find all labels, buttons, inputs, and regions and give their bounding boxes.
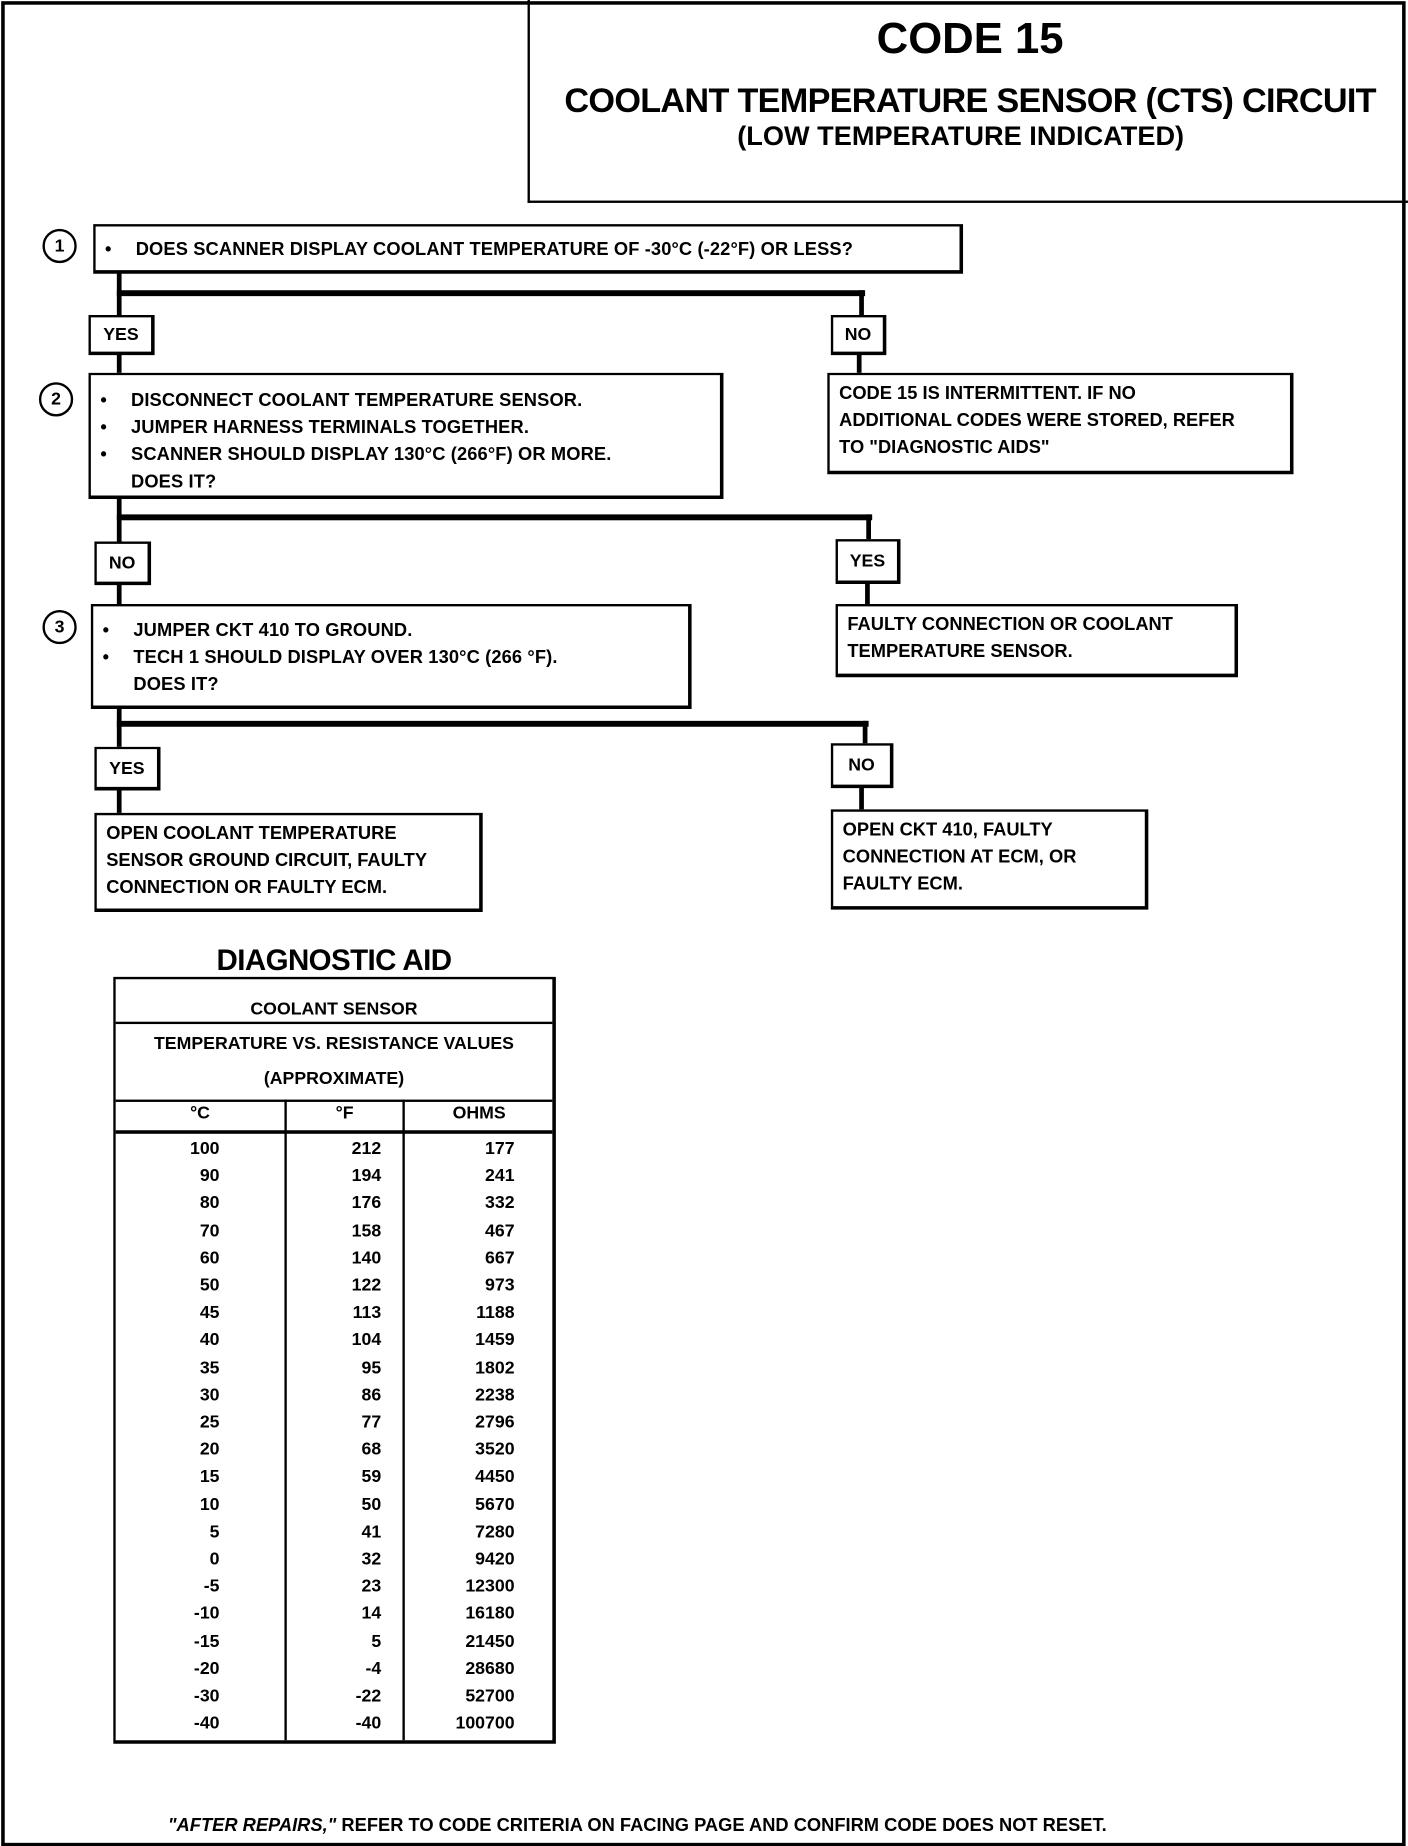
celsius-cell: -15 bbox=[193, 1631, 220, 1652]
fahrenheit-cell: 122 bbox=[351, 1275, 382, 1296]
connector bbox=[117, 514, 872, 520]
celsius-cell: 15 bbox=[199, 1466, 220, 1488]
fahrenheit-cell: 194 bbox=[351, 1165, 382, 1186]
coolant-sensor-table bbox=[113, 977, 556, 1744]
celsius-cell: 80 bbox=[199, 1193, 220, 1214]
bullet-icon: • bbox=[102, 647, 110, 668]
fahrenheit-cell: 68 bbox=[361, 1439, 382, 1460]
ohms-cell: 241 bbox=[485, 1165, 515, 1186]
result-line: CONNECTION OR FAULTY ECM. bbox=[106, 877, 388, 898]
table-row bbox=[116, 1217, 553, 1244]
ohms-cell: 2238 bbox=[475, 1384, 515, 1405]
step-3-no-label: NO bbox=[831, 743, 894, 788]
table-row bbox=[116, 1327, 553, 1354]
result-line: ADDITIONAL CODES WERE STORED, REFER bbox=[839, 410, 1235, 431]
celsius-cell: 40 bbox=[199, 1330, 220, 1351]
celsius-cell: 60 bbox=[199, 1247, 220, 1269]
connector bbox=[117, 721, 869, 727]
table-row bbox=[116, 1272, 553, 1299]
step-2-line: SCANNER SHOULD DISPLAY 130°C (266°F) OR MORE. bbox=[131, 444, 612, 465]
celsius-cell: -5 bbox=[203, 1576, 220, 1597]
result-line: TEMPERATURE SENSOR. bbox=[847, 641, 1073, 662]
bullet-icon: • bbox=[105, 239, 112, 260]
step-3-question: DOES IT? bbox=[133, 674, 219, 695]
celsius-cell: 30 bbox=[199, 1384, 220, 1405]
celsius-cell: 25 bbox=[199, 1412, 220, 1433]
table-row bbox=[116, 1381, 553, 1408]
result-line: TO "DIAGNOSTIC AIDS" bbox=[839, 437, 1050, 458]
ohms-cell: 1802 bbox=[475, 1357, 515, 1378]
step-1-no-result bbox=[827, 373, 1293, 474]
table-row bbox=[116, 1518, 553, 1545]
celsius-cell: 50 bbox=[199, 1275, 220, 1296]
column-header-fahrenheit: °F bbox=[335, 1103, 354, 1124]
celsius-cell: 35 bbox=[199, 1357, 220, 1378]
celsius-cell: 5 bbox=[209, 1521, 220, 1542]
step-2-question: DOES IT? bbox=[131, 471, 217, 492]
fahrenheit-cell: 113 bbox=[352, 1302, 382, 1323]
fahrenheit-cell: 5 bbox=[371, 1631, 382, 1652]
table-row bbox=[116, 1135, 553, 1162]
connector bbox=[117, 498, 122, 544]
ohms-cell: 1459 bbox=[475, 1330, 515, 1351]
table-row bbox=[116, 1463, 553, 1490]
fahrenheit-cell: 50 bbox=[361, 1494, 382, 1515]
footer-text: REFER TO CODE CRITERIA ON FACING PAGE AND CONFIRM CODE DOES NOT RESET. bbox=[336, 1815, 1107, 1836]
step-3-yes-result bbox=[94, 813, 482, 912]
table-row bbox=[116, 1682, 553, 1709]
ohms-cell: 177 bbox=[485, 1138, 515, 1159]
code-title: CODE 15 bbox=[876, 14, 1064, 63]
result-line: OPEN CKT 410, FAULTY bbox=[842, 819, 1053, 841]
connector bbox=[857, 354, 862, 374]
celsius-cell: 90 bbox=[199, 1165, 220, 1186]
fahrenheit-cell: 212 bbox=[351, 1138, 382, 1159]
connector bbox=[863, 721, 868, 745]
table-row bbox=[116, 1190, 553, 1217]
header-rule bbox=[116, 1100, 553, 1102]
result-line: OPEN COOLANT TEMPERATURE bbox=[106, 823, 397, 844]
diagnostic-aid-title: DIAGNOSTIC AID bbox=[216, 943, 452, 977]
fahrenheit-cell: 104 bbox=[351, 1330, 382, 1351]
step-number-1: 1 bbox=[42, 229, 76, 263]
ohms-cell: 4450 bbox=[475, 1466, 515, 1488]
table-subtitle-approx: (APPROXIMATE) bbox=[263, 1068, 405, 1089]
bullet-icon: • bbox=[100, 390, 107, 411]
table-row bbox=[116, 1628, 553, 1655]
celsius-cell: 20 bbox=[199, 1439, 220, 1460]
celsius-cell: -20 bbox=[193, 1658, 220, 1679]
connector bbox=[117, 789, 122, 814]
connector bbox=[865, 583, 870, 605]
connector bbox=[859, 787, 864, 811]
fahrenheit-cell: 23 bbox=[361, 1576, 382, 1597]
page-subtitle: (LOW TEMPERATURE INDICATED) bbox=[737, 120, 1185, 152]
ohms-cell: 28680 bbox=[465, 1658, 515, 1679]
step-2-yes-result bbox=[836, 604, 1238, 677]
column-header-ohms: OHMS bbox=[452, 1103, 506, 1124]
step-1-question: DOES SCANNER DISPLAY COOLANT TEMPERATURE OF -30°C (-22°F) OR LESS? bbox=[135, 239, 854, 260]
step-2-no-label: NO bbox=[94, 542, 151, 586]
step-3-no-result bbox=[831, 809, 1148, 909]
step-number-2: 2 bbox=[39, 382, 73, 416]
step-3-box bbox=[91, 604, 692, 709]
table-row bbox=[116, 1354, 553, 1381]
ohms-cell: 1188 bbox=[476, 1302, 515, 1323]
fahrenheit-cell: 86 bbox=[361, 1384, 382, 1405]
step-number-3: 3 bbox=[42, 610, 76, 644]
result-line: FAULTY CONNECTION OR COOLANT bbox=[847, 614, 1173, 635]
step-3-line: TECH 1 SHOULD DISPLAY OVER 130°C (266 °F). bbox=[133, 647, 558, 668]
table-row bbox=[116, 1655, 553, 1682]
fahrenheit-cell: 140 bbox=[351, 1247, 382, 1269]
celsius-cell: 45 bbox=[199, 1302, 220, 1323]
connector bbox=[117, 290, 865, 296]
step-1-no-label: NO bbox=[831, 315, 886, 355]
ohms-cell: 100700 bbox=[455, 1713, 515, 1734]
ohms-cell: 52700 bbox=[465, 1685, 515, 1706]
result-line: FAULTY ECM. bbox=[842, 874, 963, 895]
table-row bbox=[116, 1162, 553, 1189]
step-2-yes-label: YES bbox=[836, 539, 901, 584]
celsius-cell: 10 bbox=[199, 1494, 220, 1515]
fahrenheit-cell: 95 bbox=[361, 1357, 382, 1378]
fahrenheit-cell: -40 bbox=[355, 1713, 382, 1734]
ohms-cell: 9420 bbox=[475, 1549, 515, 1570]
celsius-cell: 100 bbox=[189, 1138, 220, 1159]
ohms-cell: 21450 bbox=[465, 1631, 515, 1652]
fahrenheit-cell: -4 bbox=[365, 1658, 382, 1679]
table-title: COOLANT SENSOR bbox=[116, 979, 553, 1024]
ohms-cell: 12300 bbox=[465, 1576, 515, 1597]
table-row bbox=[116, 1710, 553, 1737]
ohms-cell: 7280 bbox=[475, 1521, 515, 1542]
ohms-cell: 467 bbox=[485, 1220, 515, 1241]
connector bbox=[866, 514, 871, 540]
table-row bbox=[116, 1573, 553, 1600]
ohms-cell: 973 bbox=[485, 1275, 515, 1296]
footer-emphasis: "AFTER REPAIRS," bbox=[167, 1815, 337, 1836]
ohms-cell: 667 bbox=[485, 1247, 515, 1269]
fahrenheit-cell: 158 bbox=[351, 1220, 382, 1241]
title-box bbox=[528, 0, 1408, 203]
fahrenheit-cell: 32 bbox=[361, 1549, 382, 1570]
ohms-cell: 16180 bbox=[465, 1603, 515, 1624]
fahrenheit-cell: 176 bbox=[351, 1193, 382, 1214]
footer-note bbox=[0, 1816, 1275, 1837]
step-3-line: JUMPER CKT 410 TO GROUND. bbox=[133, 620, 413, 641]
fahrenheit-cell: 77 bbox=[361, 1412, 382, 1433]
bullet-icon: • bbox=[100, 444, 107, 465]
ohms-cell: 332 bbox=[485, 1193, 515, 1214]
step-2-box bbox=[89, 373, 724, 499]
fahrenheit-cell: -22 bbox=[355, 1685, 382, 1706]
table-row bbox=[116, 1436, 553, 1463]
step-1-box bbox=[93, 224, 963, 274]
step-2-line: DISCONNECT COOLANT TEMPERATURE SENSOR. bbox=[131, 390, 583, 411]
connector bbox=[117, 584, 122, 605]
result-line: SENSOR GROUND CIRCUIT, FAULTY bbox=[106, 850, 428, 871]
ohms-cell: 5670 bbox=[475, 1494, 515, 1515]
step-1-yes-label: YES bbox=[89, 315, 155, 355]
celsius-cell: 70 bbox=[199, 1220, 220, 1241]
table-row bbox=[116, 1409, 553, 1436]
connector bbox=[859, 290, 864, 317]
header-rule bbox=[116, 1130, 553, 1134]
result-line: CONNECTION AT ECM, OR bbox=[842, 847, 1077, 868]
celsius-cell: -10 bbox=[193, 1603, 220, 1624]
table-row bbox=[116, 1600, 553, 1627]
fahrenheit-cell: 41 bbox=[361, 1521, 382, 1542]
bullet-icon: • bbox=[102, 620, 110, 641]
table-row bbox=[116, 1491, 553, 1518]
step-3-yes-label: YES bbox=[94, 747, 160, 791]
celsius-cell: 0 bbox=[209, 1549, 220, 1570]
celsius-cell: -30 bbox=[193, 1685, 220, 1706]
fahrenheit-cell: 14 bbox=[361, 1603, 382, 1624]
result-line: CODE 15 IS INTERMITTENT. IF NO bbox=[839, 383, 1136, 404]
table-subtitle: TEMPERATURE VS. RESISTANCE VALUES bbox=[153, 1033, 514, 1054]
column-header-celsius: °C bbox=[190, 1103, 210, 1124]
ohms-cell: 3520 bbox=[475, 1439, 515, 1460]
fahrenheit-cell: 59 bbox=[361, 1466, 382, 1488]
ohms-cell: 2796 bbox=[475, 1412, 515, 1433]
table-row bbox=[116, 1546, 553, 1573]
table-row bbox=[116, 1244, 553, 1271]
celsius-cell: -40 bbox=[193, 1713, 220, 1734]
table-row bbox=[116, 1299, 553, 1326]
page-title: COOLANT TEMPERATURE SENSOR (CTS) CIRCUIT bbox=[564, 82, 1376, 121]
connector bbox=[117, 708, 122, 748]
connector bbox=[117, 354, 122, 374]
step-2-line: JUMPER HARNESS TERMINALS TOGETHER. bbox=[131, 417, 530, 438]
bullet-icon: • bbox=[100, 417, 107, 438]
